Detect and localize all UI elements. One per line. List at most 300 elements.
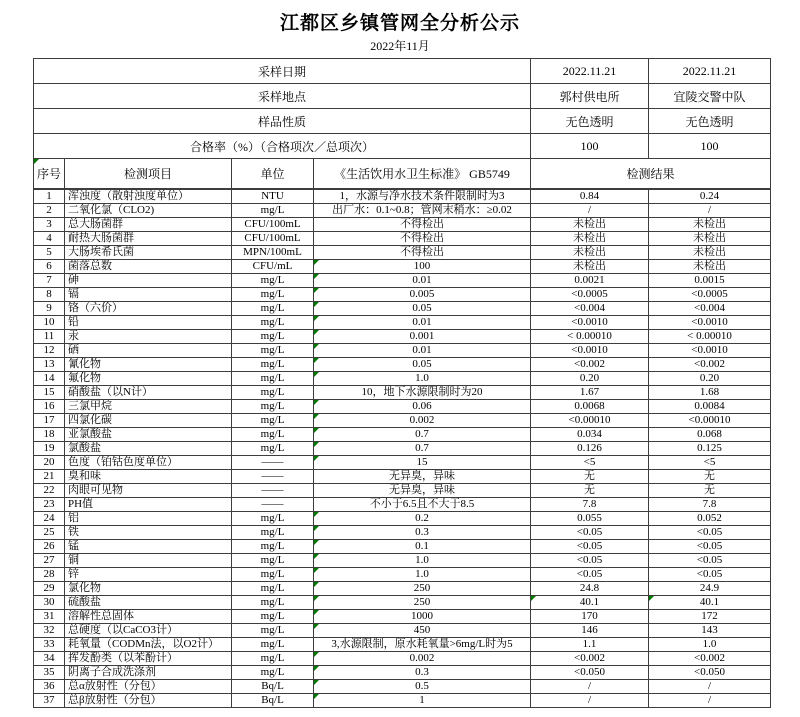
row-item-text: 溶解性总固体 xyxy=(68,610,134,622)
row-no xyxy=(34,428,65,442)
row-standard-text: 0.05 xyxy=(412,302,432,314)
row-no-text: 17 xyxy=(43,414,55,426)
row-result-1-text: <0.0010 xyxy=(571,344,608,356)
row-no xyxy=(34,189,65,204)
row-item-text: 总β放射性（分包） xyxy=(68,694,162,706)
row-no xyxy=(34,358,65,372)
row-item-text: 耐热大肠菌群 xyxy=(68,232,134,244)
row-standard xyxy=(314,526,531,540)
row-result-1-text: <0.0005 xyxy=(571,288,608,300)
green-triangle-icon xyxy=(314,624,319,629)
row-result-2-text: 0.0015 xyxy=(694,274,725,286)
row-result-1-text: 0.84 xyxy=(579,190,600,202)
row-result-2-text: <0.0010 xyxy=(691,344,728,356)
row-result-1-text: / xyxy=(587,204,592,216)
row-item xyxy=(65,274,232,288)
row-unit xyxy=(232,610,314,624)
row-item xyxy=(65,526,232,540)
row-result-2 xyxy=(649,400,771,414)
row-standard-text: 0.01 xyxy=(412,344,432,356)
info-value-1 xyxy=(531,59,649,84)
row-result-2-text: 0.24 xyxy=(699,190,720,202)
info-value-2 xyxy=(649,84,771,109)
row-result-2 xyxy=(649,316,771,330)
green-triangle-icon xyxy=(34,159,39,164)
row-unit xyxy=(232,624,314,638)
row-item xyxy=(65,694,232,708)
row-standard xyxy=(314,218,531,232)
row-item xyxy=(65,554,232,568)
info-label xyxy=(34,109,531,134)
row-unit xyxy=(232,400,314,414)
row-item-text: 色度（铂钴色度单位） xyxy=(68,456,178,468)
row-no-text: 34 xyxy=(43,652,55,664)
table-row xyxy=(34,288,771,302)
row-no xyxy=(34,218,65,232)
row-result-2-text: <0.05 xyxy=(696,568,723,580)
row-standard-text: 1，水源与净水技术条件限制时为3 xyxy=(339,190,505,202)
row-unit-text: mg/L xyxy=(260,568,285,580)
row-unit xyxy=(232,302,314,316)
row-item-text: 总硬度（以CaCO3计） xyxy=(68,624,178,636)
row-unit-text: —— xyxy=(261,498,284,510)
row-standard xyxy=(314,596,531,610)
page xyxy=(0,8,800,717)
row-unit xyxy=(232,330,314,344)
table-row xyxy=(34,610,771,624)
row-unit xyxy=(232,526,314,540)
row-item xyxy=(65,288,232,302)
row-no-text: 16 xyxy=(43,400,55,412)
row-no xyxy=(34,498,65,512)
row-result-2 xyxy=(649,470,771,484)
row-item xyxy=(65,218,232,232)
row-item-text: 耗氧量（CODMn法，以O2计） xyxy=(68,638,219,650)
row-result-2 xyxy=(649,526,771,540)
row-item-text: 大肠埃希氏菌 xyxy=(68,246,134,258)
row-result-2 xyxy=(649,189,771,204)
row-standard xyxy=(314,330,531,344)
row-unit-text: mg/L xyxy=(260,428,285,440)
row-unit-text: mg/L xyxy=(260,652,285,664)
row-standard xyxy=(314,246,531,260)
table-row xyxy=(34,526,771,540)
col-header-standard xyxy=(314,159,531,190)
row-item xyxy=(65,638,232,652)
row-standard-text: 0.1 xyxy=(415,540,429,552)
row-item-text: 砷 xyxy=(68,274,79,286)
info-label-text: 合格率（%）（合格项次／总项次） xyxy=(190,139,374,154)
row-standard-text: 0.002 xyxy=(409,414,435,426)
row-result-1 xyxy=(531,386,649,400)
row-result-1-text: / xyxy=(587,694,592,706)
green-triangle-icon xyxy=(314,400,319,405)
row-standard-text: 1.0 xyxy=(415,568,429,580)
row-item xyxy=(65,358,232,372)
row-result-1 xyxy=(531,330,649,344)
row-no-text: 19 xyxy=(43,442,55,454)
row-standard xyxy=(314,582,531,596)
row-unit-text: mg/L xyxy=(260,316,285,328)
row-result-1-text: <0.05 xyxy=(576,554,603,566)
row-result-2-text: 未检出 xyxy=(693,246,727,258)
row-item xyxy=(65,246,232,260)
row-result-1-text: <0.002 xyxy=(574,358,605,370)
col-header-item xyxy=(65,159,232,190)
row-standard-text: 0.01 xyxy=(412,274,432,286)
row-result-2 xyxy=(649,456,771,470)
info-value-2-text: 宜陵交警中队 xyxy=(673,89,746,104)
table-row xyxy=(34,330,771,344)
row-unit xyxy=(232,680,314,694)
green-triangle-icon xyxy=(314,372,319,377)
row-result-1-text: / xyxy=(587,680,592,692)
row-no xyxy=(34,568,65,582)
row-result-1 xyxy=(531,596,649,610)
green-triangle-icon xyxy=(314,302,319,307)
row-result-1-text: 24.8 xyxy=(579,582,600,594)
row-result-2 xyxy=(649,274,771,288)
table-row xyxy=(34,232,771,246)
row-item xyxy=(65,610,232,624)
row-no-text: 13 xyxy=(43,358,55,370)
row-no xyxy=(34,414,65,428)
row-item xyxy=(65,540,232,554)
col-header-item-label: 检测项目 xyxy=(123,167,172,181)
row-unit xyxy=(232,386,314,400)
row-result-1 xyxy=(531,694,649,708)
info-value-2-text: 100 xyxy=(700,138,719,153)
row-standard-text: 0.001 xyxy=(409,330,435,342)
row-result-2-text: 40.1 xyxy=(699,596,720,608)
row-standard-text: 不得检出 xyxy=(400,246,444,258)
row-standard xyxy=(314,652,531,666)
row-result-1-text: <0.05 xyxy=(576,568,603,580)
row-result-1-text: 1.67 xyxy=(579,386,600,398)
row-result-2-text: 1.68 xyxy=(699,386,720,398)
table-row xyxy=(34,442,771,456)
info-label xyxy=(34,134,531,159)
table-row xyxy=(34,218,771,232)
row-standard-text: 1.0 xyxy=(415,554,429,566)
row-item xyxy=(65,189,232,204)
row-no-text: 23 xyxy=(43,498,55,510)
green-triangle-icon xyxy=(314,568,319,573)
row-result-1 xyxy=(531,246,649,260)
row-no-text: 3 xyxy=(46,218,52,230)
row-item-text: 菌落总数 xyxy=(68,260,112,272)
row-result-2 xyxy=(649,218,771,232)
row-item-text: 臭和味 xyxy=(68,470,101,482)
row-standard-text: 100 xyxy=(413,260,431,272)
table-row xyxy=(34,638,771,652)
row-result-1-text: 0.034 xyxy=(577,428,602,440)
row-unit xyxy=(232,428,314,442)
col-header-no-label: 序号 xyxy=(36,167,61,181)
row-result-2-text: 143 xyxy=(701,624,718,636)
row-result-2 xyxy=(649,358,771,372)
row-unit xyxy=(232,260,314,274)
col-header-result-label: 检测结果 xyxy=(626,167,675,181)
row-item-text: 二氧化氯（CLO2) xyxy=(68,204,155,216)
row-result-1-text: 7.8 xyxy=(582,498,597,510)
row-result-1-text: 未检出 xyxy=(573,232,607,244)
row-result-1-text: 0.126 xyxy=(577,442,602,454)
table-row xyxy=(34,596,771,610)
row-standard xyxy=(314,204,531,218)
col-header-standard-label: 《生活饮用水卫生标准》 GB5749 xyxy=(334,167,510,181)
row-item xyxy=(65,484,232,498)
row-no-text: 28 xyxy=(43,568,55,580)
info-label xyxy=(34,84,531,109)
row-no xyxy=(34,526,65,540)
analysis-table xyxy=(33,58,771,708)
row-unit-text: mg/L xyxy=(260,414,285,426)
row-item-text: 硫酸盐 xyxy=(68,596,101,608)
row-standard-text: 不得检出 xyxy=(400,232,444,244)
row-result-2 xyxy=(649,498,771,512)
row-standard-text: 10，地下水源限制时为20 xyxy=(361,386,483,398)
row-result-1-text: <0.05 xyxy=(576,526,603,538)
green-triangle-icon xyxy=(314,652,319,657)
row-result-1 xyxy=(531,568,649,582)
row-no xyxy=(34,330,65,344)
row-result-1 xyxy=(531,428,649,442)
info-label-text: 样品性质 xyxy=(258,114,307,129)
row-standard xyxy=(314,694,531,708)
row-no-text: 21 xyxy=(43,470,55,482)
row-unit xyxy=(232,372,314,386)
table-row xyxy=(34,512,771,526)
table-row xyxy=(34,386,771,400)
row-standard xyxy=(314,484,531,498)
row-result-1 xyxy=(531,442,649,456)
row-result-1 xyxy=(531,302,649,316)
row-standard xyxy=(314,568,531,582)
row-result-2 xyxy=(649,666,771,680)
row-result-1 xyxy=(531,260,649,274)
row-no xyxy=(34,554,65,568)
row-result-2-text: <0.002 xyxy=(694,358,725,370)
row-result-1 xyxy=(531,218,649,232)
row-no xyxy=(34,624,65,638)
row-standard-text: 不得检出 xyxy=(400,218,444,230)
row-no-text: 4 xyxy=(46,232,52,244)
row-result-2-text: 0.125 xyxy=(697,442,722,454)
row-standard-text: 0.7 xyxy=(415,428,429,440)
row-item-text: 锰 xyxy=(68,540,79,552)
row-result-1 xyxy=(531,680,649,694)
row-result-1 xyxy=(531,540,649,554)
row-item-text: 铝 xyxy=(68,512,79,524)
row-item-text: 硒 xyxy=(68,344,79,356)
row-standard-text: 0.01 xyxy=(412,316,432,328)
row-item xyxy=(65,456,232,470)
row-result-2-text: < 0.00010 xyxy=(687,330,732,342)
row-no-text: 30 xyxy=(43,596,55,608)
row-item xyxy=(65,414,232,428)
row-item xyxy=(65,316,232,330)
row-result-2-text: 无 xyxy=(704,470,716,482)
row-item-text: 亚氯酸盐 xyxy=(68,428,112,440)
row-result-2 xyxy=(649,680,771,694)
row-no xyxy=(34,372,65,386)
row-standard-text: 250 xyxy=(413,596,431,608)
table-row xyxy=(34,274,771,288)
row-result-1 xyxy=(531,372,649,386)
row-item-text: 铅 xyxy=(68,316,79,328)
row-unit xyxy=(232,666,314,680)
row-unit xyxy=(232,484,314,498)
row-result-2-text: <0.050 xyxy=(694,666,725,678)
row-result-2 xyxy=(649,610,771,624)
row-standard xyxy=(314,624,531,638)
row-unit xyxy=(232,638,314,652)
row-item xyxy=(65,582,232,596)
row-result-1 xyxy=(531,610,649,624)
green-triangle-icon xyxy=(314,582,319,587)
green-triangle-icon xyxy=(314,596,319,601)
row-result-1-text: <0.0010 xyxy=(571,316,608,328)
row-item xyxy=(65,498,232,512)
row-standard xyxy=(314,442,531,456)
green-triangle-icon xyxy=(314,512,319,517)
row-unit-text: —— xyxy=(261,470,284,482)
row-standard xyxy=(314,274,531,288)
row-result-2-text: <0.05 xyxy=(696,554,723,566)
row-unit-text: mg/L xyxy=(260,442,285,454)
row-result-2-text: <0.002 xyxy=(694,652,725,664)
row-unit xyxy=(232,512,314,526)
table-row xyxy=(34,260,771,274)
row-no-text: 35 xyxy=(43,666,55,678)
row-no-text: 24 xyxy=(43,512,55,524)
row-standard xyxy=(314,288,531,302)
row-result-1-text: <0.05 xyxy=(576,540,603,552)
row-item-text: 硝酸盐（以N计） xyxy=(68,386,153,398)
green-triangle-icon xyxy=(314,554,319,559)
row-standard xyxy=(314,610,531,624)
info-value-1-text: 无色透明 xyxy=(565,114,614,129)
row-standard-text: 450 xyxy=(413,624,431,636)
row-item xyxy=(65,330,232,344)
row-unit-text: mg/L xyxy=(260,288,285,300)
row-standard xyxy=(314,189,531,204)
row-unit xyxy=(232,246,314,260)
row-item-text: 氰化物 xyxy=(68,358,101,370)
row-item xyxy=(65,470,232,484)
row-result-2 xyxy=(649,652,771,666)
row-no xyxy=(34,638,65,652)
row-unit xyxy=(232,498,314,512)
row-item xyxy=(65,442,232,456)
row-result-2 xyxy=(649,638,771,652)
row-unit xyxy=(232,540,314,554)
row-result-2 xyxy=(649,596,771,610)
row-result-2-text: 未检出 xyxy=(693,232,727,244)
row-no-text: 36 xyxy=(43,680,55,692)
table-row xyxy=(34,302,771,316)
row-item xyxy=(65,680,232,694)
row-no-text: 9 xyxy=(46,302,52,314)
row-result-1-text: <0.002 xyxy=(574,652,605,664)
row-item xyxy=(65,204,232,218)
row-result-2-text: 0.20 xyxy=(699,372,720,384)
row-no xyxy=(34,246,65,260)
row-item-text: 铁 xyxy=(68,526,79,538)
row-result-1-text: < 0.00010 xyxy=(567,330,612,342)
table-row xyxy=(34,414,771,428)
data-section xyxy=(34,189,771,708)
row-no-text: 18 xyxy=(43,428,55,440)
row-result-2 xyxy=(649,540,771,554)
row-standard-text: 0.002 xyxy=(409,652,435,664)
row-standard xyxy=(314,316,531,330)
page-title: 江都区乡镇管网全分析公示 xyxy=(279,13,520,34)
row-result-1 xyxy=(531,554,649,568)
row-item xyxy=(65,344,232,358)
row-item xyxy=(65,596,232,610)
row-result-2-text: 未检出 xyxy=(693,260,727,272)
row-standard-text: 不小于6.5且不大于8.5 xyxy=(369,498,475,510)
table-row xyxy=(34,680,771,694)
row-standard-text: 0.06 xyxy=(412,400,432,412)
row-no-text: 10 xyxy=(43,316,55,328)
table-row xyxy=(34,624,771,638)
row-no xyxy=(34,652,65,666)
row-result-2-text: / xyxy=(707,694,712,706)
table-row xyxy=(34,246,771,260)
row-unit xyxy=(232,204,314,218)
row-unit-text: mg/L xyxy=(260,624,285,636)
table-row xyxy=(34,568,771,582)
info-row xyxy=(34,109,771,134)
row-no xyxy=(34,596,65,610)
row-standard xyxy=(314,358,531,372)
row-unit xyxy=(232,694,314,708)
row-no xyxy=(34,512,65,526)
row-result-1 xyxy=(531,652,649,666)
row-no xyxy=(34,232,65,246)
info-value-1-text: 100 xyxy=(580,138,599,153)
row-unit-text: mg/L xyxy=(260,330,285,342)
row-unit-text: mg/L xyxy=(260,400,285,412)
row-result-1-text: 无 xyxy=(584,470,596,482)
row-item xyxy=(65,666,232,680)
row-standard-text: 无异臭，异味 xyxy=(389,470,455,482)
table-row xyxy=(34,470,771,484)
row-item-text: 氟化物 xyxy=(68,372,101,384)
row-standard-text: 250 xyxy=(413,582,431,594)
row-result-1-text: 未检出 xyxy=(573,260,607,272)
row-unit-text: CFU/mL xyxy=(252,260,293,272)
row-standard xyxy=(314,372,531,386)
row-unit xyxy=(232,316,314,330)
row-no-text: 27 xyxy=(43,554,55,566)
row-unit-text: mg/L xyxy=(260,610,285,622)
row-result-1 xyxy=(531,526,649,540)
table-row xyxy=(34,456,771,470)
green-triangle-icon xyxy=(649,596,654,601)
row-standard-text: 0.5 xyxy=(415,680,429,692)
row-unit-text: NTU xyxy=(261,190,284,202)
row-result-1 xyxy=(531,274,649,288)
row-unit-text: mg/L xyxy=(260,358,285,370)
info-label xyxy=(34,59,531,84)
info-value-1-text: 2022.11.21 xyxy=(562,63,617,78)
row-result-2 xyxy=(649,386,771,400)
row-no xyxy=(34,302,65,316)
